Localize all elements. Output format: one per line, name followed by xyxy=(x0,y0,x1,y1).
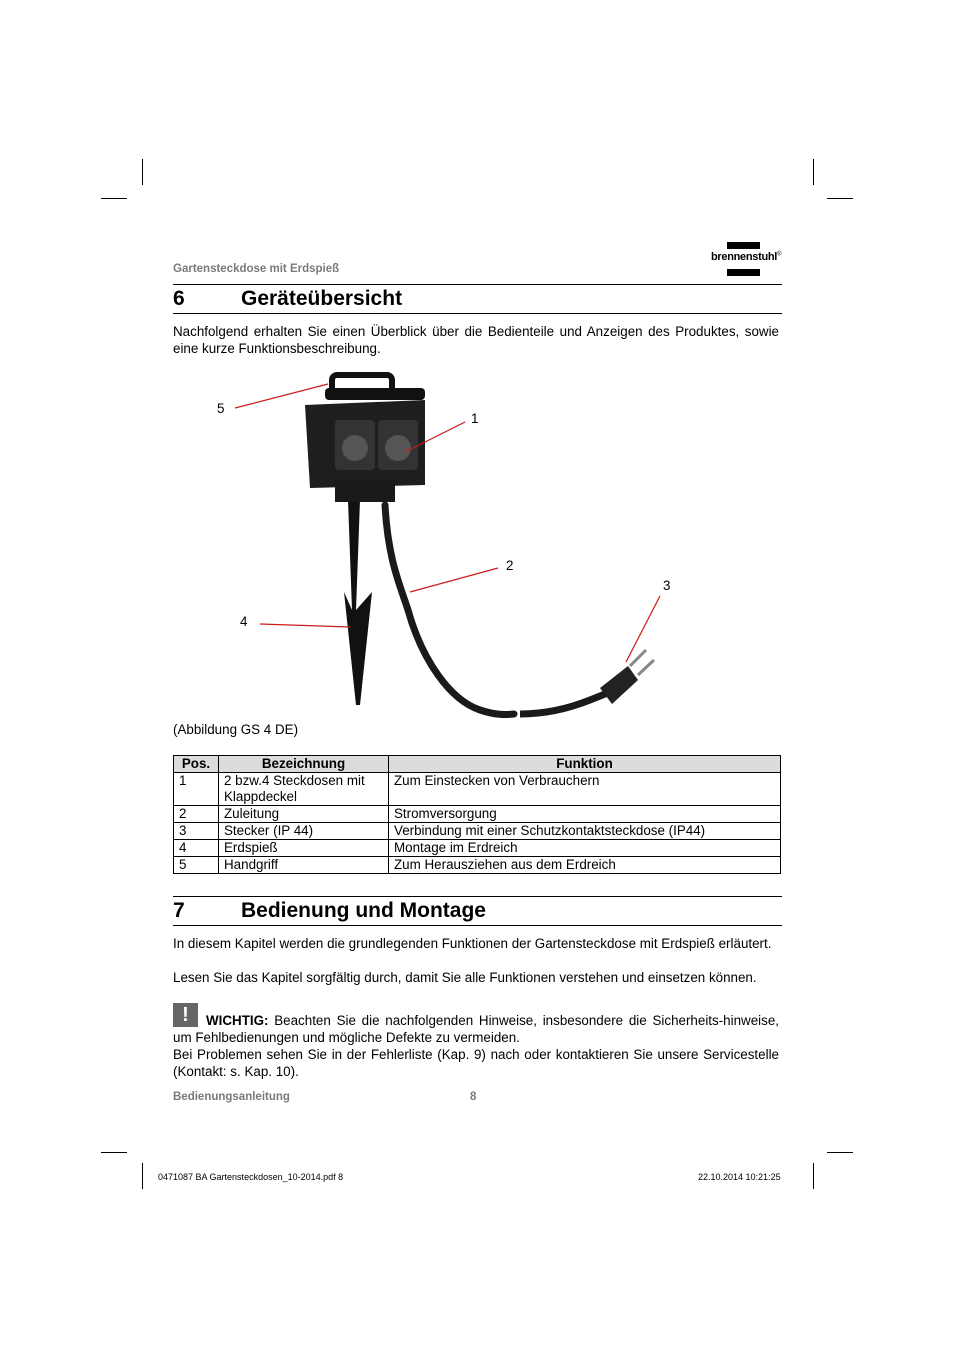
crop-mark xyxy=(142,1163,143,1189)
brand-logo xyxy=(709,242,783,276)
section-title: Geräteübersicht xyxy=(241,287,403,310)
socket-face xyxy=(342,435,368,461)
plug-pin xyxy=(630,650,646,666)
callout-line-5 xyxy=(235,384,328,408)
table-cell: Stromversorgung xyxy=(389,806,781,823)
table-cell: Stecker (IP 44) xyxy=(219,823,389,840)
table-cell: 4 xyxy=(174,840,219,857)
callout-label-2: 2 xyxy=(506,558,514,573)
running-title: Gartensteckdose mit Erdspieß xyxy=(173,263,340,275)
handle-illustration xyxy=(332,375,392,395)
section-heading-7 xyxy=(173,899,486,923)
section-rule xyxy=(173,896,782,897)
warning-paragraph xyxy=(173,1012,779,1046)
crop-mark xyxy=(813,159,814,185)
table-cell: 5 xyxy=(174,857,219,874)
table-cell: Zum Einstecken von Verbrauchern xyxy=(389,773,781,806)
intro-paragraph: Nachfolgend erhalten Sie einen Überblick über die Bedienteile und Anzeigen des Produktes, sowie eine kurze Funktionsbeschreibung. xyxy=(173,324,779,356)
cable-illustration xyxy=(385,505,514,715)
callout-label-1: 1 xyxy=(471,411,479,426)
table-cell: Handgriff xyxy=(219,857,389,874)
table-row xyxy=(174,840,781,857)
chapter-read-paragraph: Lesen Sie das Kapitel sorgfältig durch, damit Sie alle Funktionen verstehen und einsetzen können. xyxy=(173,970,757,985)
section-number: 7 xyxy=(173,899,185,922)
support-paragraph: Bei Problemen sehen Sie in der Fehlerliste (Kap. 9) nach oder kontaktieren Sie unsere Servicestelle (Kontakt: s. Kap. 10). xyxy=(173,1047,779,1079)
table-cell: Zuleitung xyxy=(219,806,389,823)
table-row xyxy=(174,857,781,874)
crop-mark xyxy=(101,1152,127,1153)
section-heading-6 xyxy=(173,287,402,311)
logo-bar xyxy=(727,242,760,249)
warning-icon: ! xyxy=(173,1003,198,1027)
crop-mark xyxy=(101,198,127,199)
socket-face xyxy=(385,435,411,461)
crop-mark xyxy=(827,1152,853,1153)
page-number: 8 xyxy=(470,1091,477,1103)
table-cell: 2 bzw.4 Steckdosen mit Klappdeckel xyxy=(219,773,389,806)
table-row xyxy=(174,806,781,823)
table-row xyxy=(174,823,781,840)
table-cell: Zum Herausziehen aus dem Erdreich xyxy=(389,857,781,874)
section-rule xyxy=(173,925,782,926)
product-figure xyxy=(160,370,720,730)
section-number: 6 xyxy=(173,287,185,310)
logo-bar xyxy=(727,269,760,276)
callout-line-4 xyxy=(260,624,350,627)
table-header-cell: Pos. xyxy=(174,756,219,773)
table-cell: Montage im Erdreich xyxy=(389,840,781,857)
warning-text: Beachten Sie die nachfolgenden Hinweise, insbesondere die Sicherheits-hinweise, um Fehlbedienungen und mögliche Defekte zu vermeiden. xyxy=(173,1013,779,1045)
component-table xyxy=(173,755,781,874)
table-cell: 1 xyxy=(174,773,219,806)
cable-illustration xyxy=(520,692,610,714)
table-header-cell: Bezeichnung xyxy=(219,756,389,773)
housing-base xyxy=(335,480,395,502)
section-title: Bedienung und Montage xyxy=(241,899,486,922)
callout-line-2 xyxy=(410,568,498,592)
callout-label-5: 5 xyxy=(217,401,225,416)
table-header-cell: Funktion xyxy=(389,756,781,773)
plug-illustration xyxy=(600,666,638,704)
product-illustration xyxy=(160,370,720,730)
footer-title: Bedienungsanleitung xyxy=(173,1091,290,1103)
table-row xyxy=(174,773,781,806)
table-cell: Erdspieß xyxy=(219,840,389,857)
section-rule xyxy=(173,284,782,285)
table-cell: 2 xyxy=(174,806,219,823)
callout-label-3: 3 xyxy=(663,578,671,593)
chapter-intro-paragraph: In diesem Kapitel werden die grundlegenden Funktionen der Gartensteckdose mit Erdspieß erläutert. xyxy=(173,936,772,951)
table-header-row xyxy=(174,756,781,773)
table-cell: Verbindung mit einer Schutzkontaktsteckdose (IP44) xyxy=(389,823,781,840)
section-rule xyxy=(173,313,782,314)
logo-wordmark: brennenstuhl® xyxy=(711,251,782,263)
callout-label-4: 4 xyxy=(240,614,248,629)
print-slug-file: 0471087 BA Gartensteckdosen_10-2014.pdf 8 xyxy=(158,1172,344,1182)
table-cell: 3 xyxy=(174,823,219,840)
crop-mark xyxy=(142,159,143,185)
crop-mark xyxy=(827,198,853,199)
figure-caption: (Abbildung GS 4 DE) xyxy=(173,722,299,737)
print-slug-date: 22.10.2014 10:21:25 xyxy=(698,1172,781,1182)
spike-illustration xyxy=(344,500,372,705)
warning-label: WICHTIG: xyxy=(206,1013,269,1028)
plug-pin xyxy=(638,660,654,675)
crop-mark xyxy=(813,1163,814,1189)
